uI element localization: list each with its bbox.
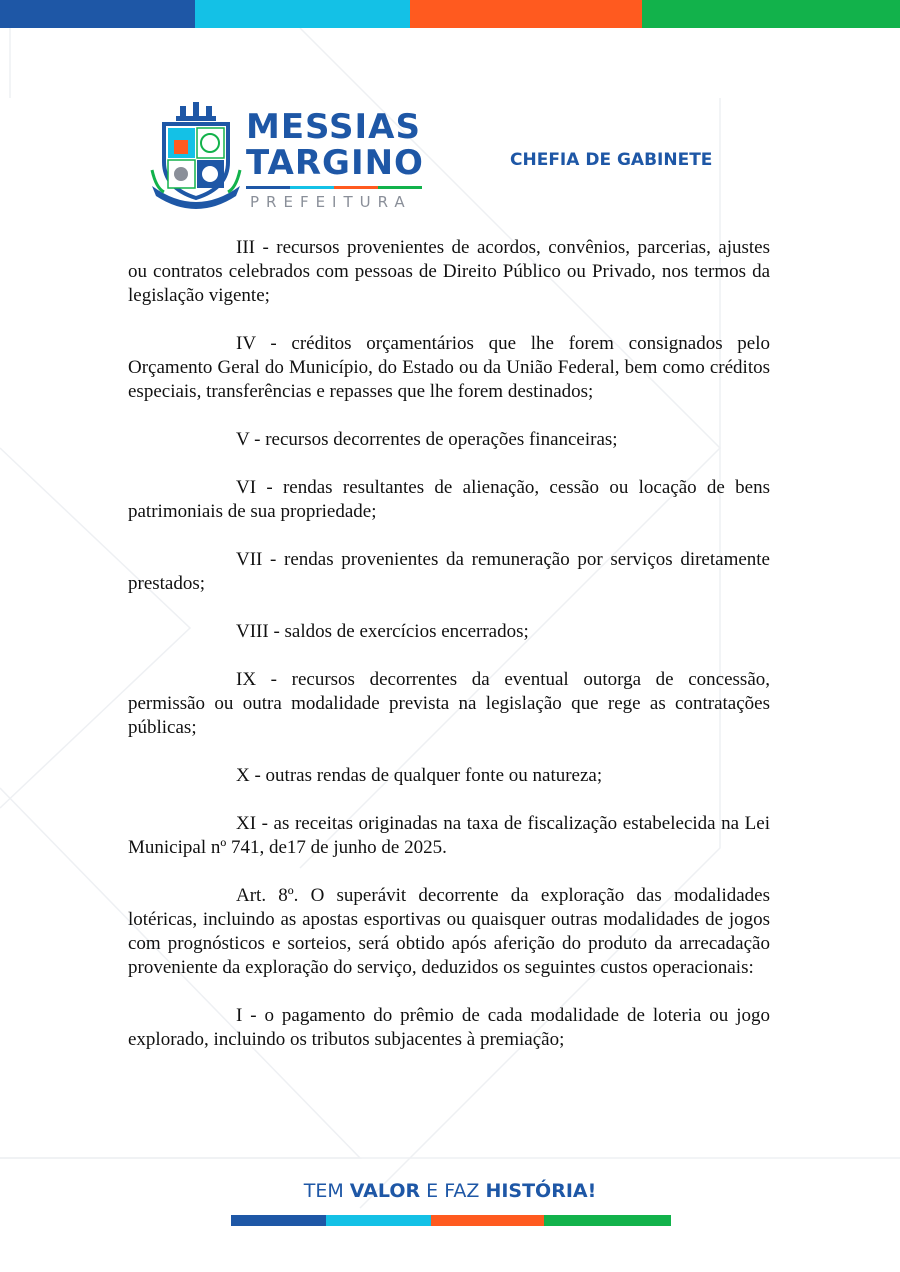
paragraph: VII - rendas provenientes da remuneração por serviços diretamente prestados; <box>128 549 770 594</box>
paragraph: X - outras rendas de qualquer fonte ou natureza; <box>236 765 603 786</box>
slogan-part: TEM <box>303 1180 350 1202</box>
paragraph: Art. 8º. O superávit decorrente da exploração das modalidades lotéricas, incluindo as apostas esportivas ou quaisquer outras modalidades de jogos com prognósticos e sorteios, será obtido após aferição do produto da arrecadação proveniente da exploração do serviço, deduzidos os seguintes custos operacionais: <box>128 885 770 978</box>
footer-bar-orange-segment <box>431 1215 544 1226</box>
footer-bar-blue-segment <box>231 1215 326 1226</box>
brand-name-line1: MESSIAS <box>246 107 421 147</box>
paragraph: VI - rendas resultantes de alienação, cessão ou locação de bens patrimoniais de sua propriedade; <box>128 477 770 522</box>
top-color-bar <box>0 0 900 28</box>
paragraph: IV - créditos orçamentários que lhe forem consignados pelo Orçamento Geral do Município, do Estado ou da União Federal, bem como créditos especiais, transferências e repasses que lhe forem destinados; <box>128 333 770 402</box>
slogan-emphasis: VALOR <box>349 1180 421 1202</box>
letterhead <box>150 100 750 220</box>
slogan-emphasis: HISTÓRIA! <box>485 1180 597 1202</box>
paragraph: I - o pagamento do prêmio de cada modalidade de loteria ou jogo explorado, incluindo os tributos subjacentes à premiação; <box>128 1005 770 1050</box>
paragraph: IX - recursos decorrentes da eventual outorga de concessão, permissão ou outra modalidade prevista na legislação que rege as contratações públicas; <box>128 669 770 738</box>
paragraph: III - recursos provenientes de acordos, convênios, parcerias, ajustes ou contratos celebrados com pessoas de Direito Público ou Privado, nos termos da legislação vigente; <box>128 237 770 306</box>
municipal-coat-of-arms-icon <box>150 100 242 212</box>
footer-bar-cyan-segment <box>326 1215 431 1226</box>
brand-subtitle: PREFEITURA <box>250 193 412 211</box>
document-body <box>128 236 770 1076</box>
footer-color-bar <box>231 1215 671 1226</box>
paragraph: VIII - saldos de exercícios encerrados; <box>236 621 529 642</box>
footer-slogan <box>0 1180 900 1202</box>
department-title: CHEFIA DE GABINETE <box>510 150 713 170</box>
top-bar-orange-segment <box>410 0 642 28</box>
brand-color-bar <box>246 186 422 189</box>
footer-bar-green-segment <box>544 1215 671 1226</box>
paragraph: V - recursos decorrentes de operações financeiras; <box>236 429 618 450</box>
brand-name-line2: TARGINO <box>246 143 424 183</box>
top-bar-blue-segment <box>0 0 195 28</box>
top-bar-green-segment <box>642 0 900 28</box>
slogan-part: E FAZ <box>420 1180 486 1202</box>
top-bar-cyan-segment <box>195 0 410 28</box>
paragraph: XI - as receitas originadas na taxa de fiscalização estabelecida na Lei Municipal nº 741, de17 de junho de 2025. <box>128 813 770 858</box>
